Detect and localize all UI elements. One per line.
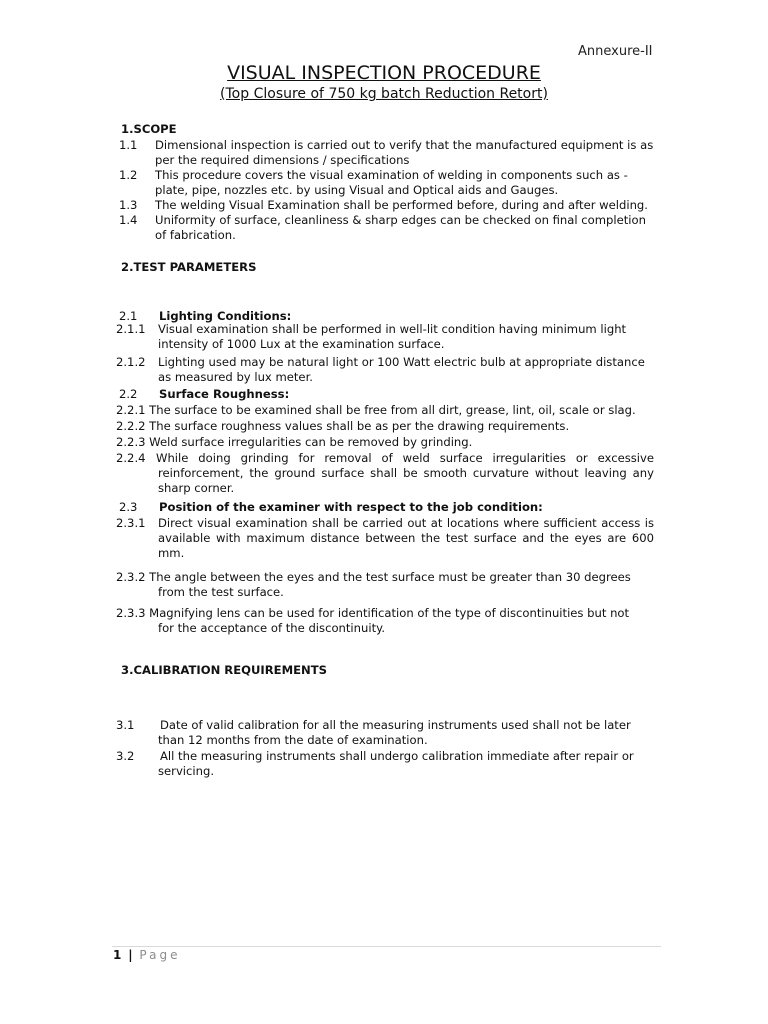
footer-divider: [112, 946, 661, 947]
annexure-label: Annexure-II: [578, 44, 653, 59]
section-2-1-1: 2.1.1 Visual examination shall be performed in well-lit condition having minimum light intensity of 1000 Lux at the examination surface.: [116, 322, 627, 351]
document-title: VISUAL INSPECTION PROCEDURE: [227, 62, 541, 84]
calibration-heading: 3.CALIBRATION REQUIREMENTS: [121, 663, 328, 677]
section-2-2-4: 2.2.4 While doing grinding for removal of weld surface irregularities or excessive reinforcement, the ground surface shall be smooth curvature without leaving any sharp corner.: [116, 451, 654, 495]
section-2-2: 2.2 Surface Roughness:: [119, 387, 290, 401]
footer-separator: |: [128, 948, 133, 962]
section-2-3-3: 2.3.3 Magnifying lens can be used for identification of the type of discontinuities but not for the acceptance of the discontinuity.: [116, 606, 630, 635]
section-2-2-1: 2.2.1 The surface to be examined shall be free from all dirt, grease, lint, oil, scale or slag.: [116, 403, 636, 417]
page-footer: [113, 948, 180, 962]
section-2-3-2: 2.3.2 The angle between the eyes and the test surface must be greater than 30 degrees from the test surface.: [116, 570, 631, 599]
section-2-3: 2.3 Position of the examiner with respect to the job condition:: [119, 500, 543, 514]
scope-item-1-1: 1.1 Dimensional inspection is carried out to verify that the manufactured equipment is as per the required dimensions / specifications: [119, 138, 654, 167]
calibration-item-3-1: 3.1 Date of valid calibration for all the measuring instruments used shall not be later than 12 months from the date of examination.: [116, 718, 631, 747]
section-2-2-3: 2.2.3 Weld surface irregularities can be removed by grinding.: [116, 435, 473, 449]
section-2-1-2: 2.1.2 Lighting used may be natural light or 100 Watt electric bulb at appropriate distance as measured by lux meter.: [116, 355, 645, 384]
document-subtitle: (Top Closure of 750 kg batch Reduction Retort): [220, 86, 548, 102]
scope-heading: 1.SCOPE: [121, 122, 177, 136]
section-2-1: 2.1 Lighting Conditions:: [119, 309, 292, 323]
scope-item-1-4: 1.4 Uniformity of surface, cleanliness & sharp edges can be checked on final completion of fabrication.: [119, 213, 646, 242]
page-label: Page: [139, 948, 181, 962]
scope-item-1-2: 1.2 This procedure covers the visual examination of welding in components such as - plate, pipe, nozzles etc. by using Visual and Optical aids and Gauges.: [119, 168, 628, 197]
section-2-3-1: 2.3.1 Direct visual examination shall be carried out at locations where sufficient access is available with maximum distance between the test surface and the eyes are 600 mm.: [116, 516, 654, 560]
scope-item-1-3: 1.3 The welding Visual Examination shall be performed before, during and after welding.: [119, 198, 648, 212]
calibration-item-3-2: 3.2 All the measuring instruments shall undergo calibration immediate after repair or servicing.: [116, 749, 634, 778]
section-2-2-2: 2.2.2 The surface roughness values shall be as per the drawing requirements.: [116, 419, 570, 433]
page-number: 1: [113, 948, 122, 962]
test-parameters-heading: 2.TEST PARAMETERS: [121, 260, 257, 274]
